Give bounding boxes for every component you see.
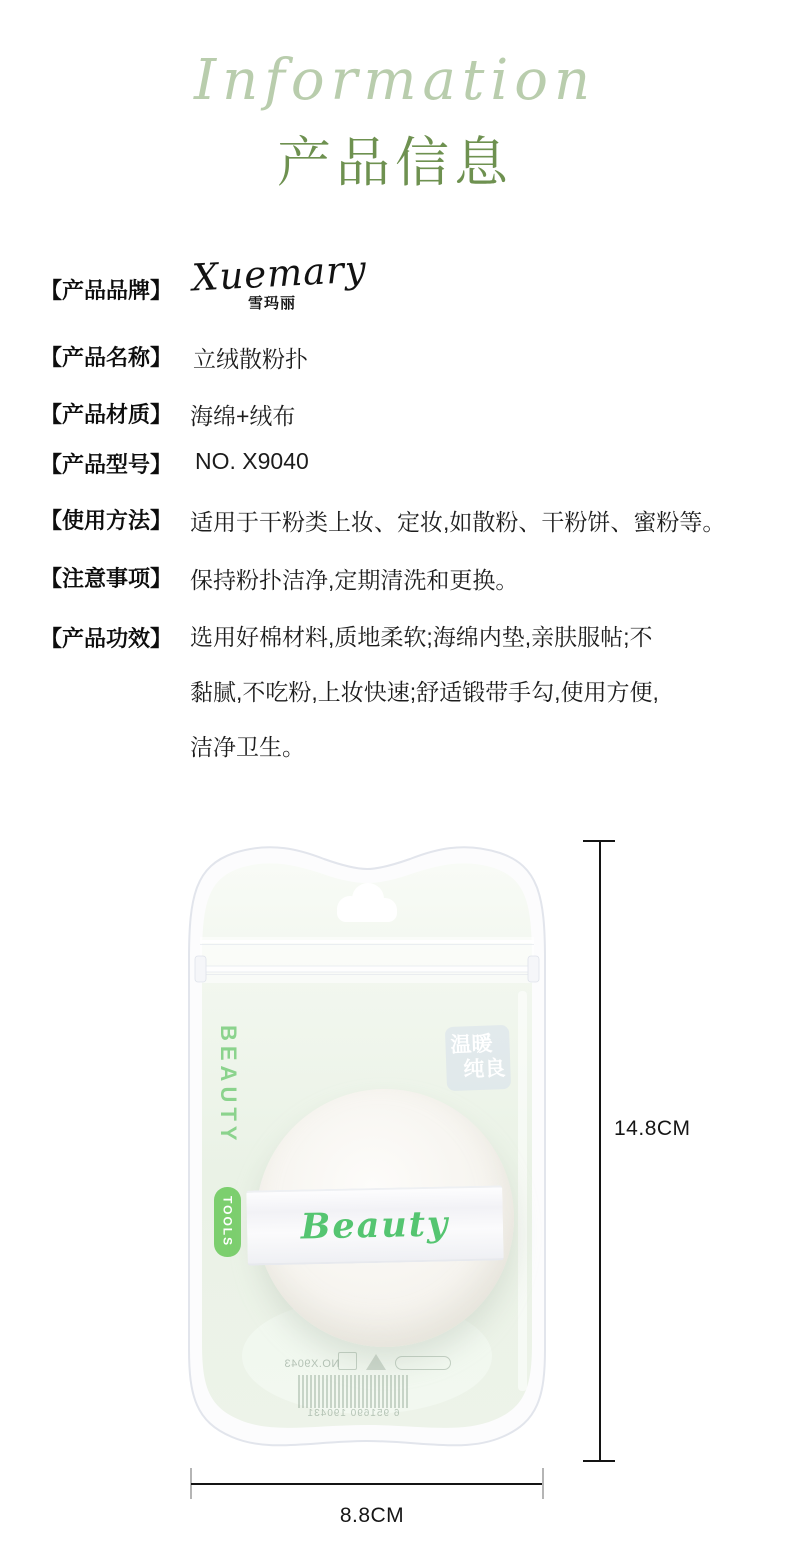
height-dim-line — [599, 841, 601, 1462]
width-dim-label: 8.8CM — [339, 1504, 405, 1527]
zipper-seal — [195, 937, 539, 983]
effects-line-2: 黏腻,不吃粉,上妆快速;舒适锻带手勾,使用方便, — [190, 679, 659, 705]
field-value-name: 立绒散粉扑 — [193, 346, 308, 372]
certification-icon — [395, 1356, 451, 1370]
field-value-usage: 适用于干粉类上妆、定妆,如散粉、干粉饼、蜜粉等。 — [190, 509, 726, 535]
stamp-line-1: 温暖 — [450, 1032, 493, 1057]
puff-ribbon — [246, 1185, 504, 1265]
width-dim-right-cap — [542, 1468, 544, 1499]
page-title: 产品信息 — [277, 133, 513, 193]
bag-side-tools-label: TOOLS — [220, 1196, 235, 1248]
field-row-brand — [0, 274, 790, 306]
disposal-icon — [338, 1352, 357, 1370]
field-value-effects — [190, 610, 659, 775]
field-row-usage — [0, 504, 790, 536]
field-label-name: 【产品名称】 — [40, 345, 173, 370]
effects-line-1: 选用好棉材料,质地柔软;海绵内垫,亲肤服帖;不 — [190, 624, 653, 650]
packaging-symbols — [338, 1352, 451, 1370]
barcode-digits: 6 951690 190431 — [306, 1408, 400, 1419]
field-row-material — [0, 398, 790, 430]
field-value-model: NO. X9040 — [195, 448, 309, 474]
field-value-material: 海绵+绒布 — [190, 403, 296, 429]
decorative-script-title: Information — [193, 48, 597, 113]
height-dim-bottom-cap — [583, 1460, 615, 1462]
mirrored-model-number: NO.X9043 — [284, 1358, 340, 1370]
brand-logo-script: Xuemary — [190, 247, 368, 300]
field-label-usage: 【使用方法】 — [40, 508, 173, 533]
warning-icon — [366, 1354, 386, 1370]
height-dim-label: 14.8CM — [614, 1117, 691, 1140]
stamp-line-2: 纯良 — [463, 1057, 506, 1082]
bag-side-tools-pill — [214, 1187, 241, 1257]
effects-line-3: 洁净卫生。 — [190, 734, 305, 760]
field-row-model — [0, 448, 790, 480]
width-dim-line — [191, 1483, 543, 1485]
brand-logo — [190, 247, 368, 318]
field-label-material: 【产品材质】 — [40, 402, 173, 427]
field-label-notice: 【注意事项】 — [40, 566, 173, 591]
field-value-notice: 保持粉扑洁净,定期清洗和更换。 — [190, 567, 519, 593]
field-row-name — [0, 341, 790, 373]
bag-stamp — [445, 1025, 511, 1091]
bag-sheen — [518, 991, 527, 1391]
field-row-notice — [0, 562, 790, 594]
field-label-model: 【产品型号】 — [40, 452, 173, 477]
field-label-effects: 【产品功效】 — [40, 626, 173, 651]
brand-logo-subtext: 雪玛丽 — [248, 295, 297, 312]
puff-ribbon-label: Beauty — [300, 1203, 450, 1248]
field-label-brand: 【产品品牌】 — [40, 278, 173, 303]
bag-side-brand-text: BEAUTY — [216, 1025, 241, 1146]
barcode-image — [298, 1375, 408, 1408]
